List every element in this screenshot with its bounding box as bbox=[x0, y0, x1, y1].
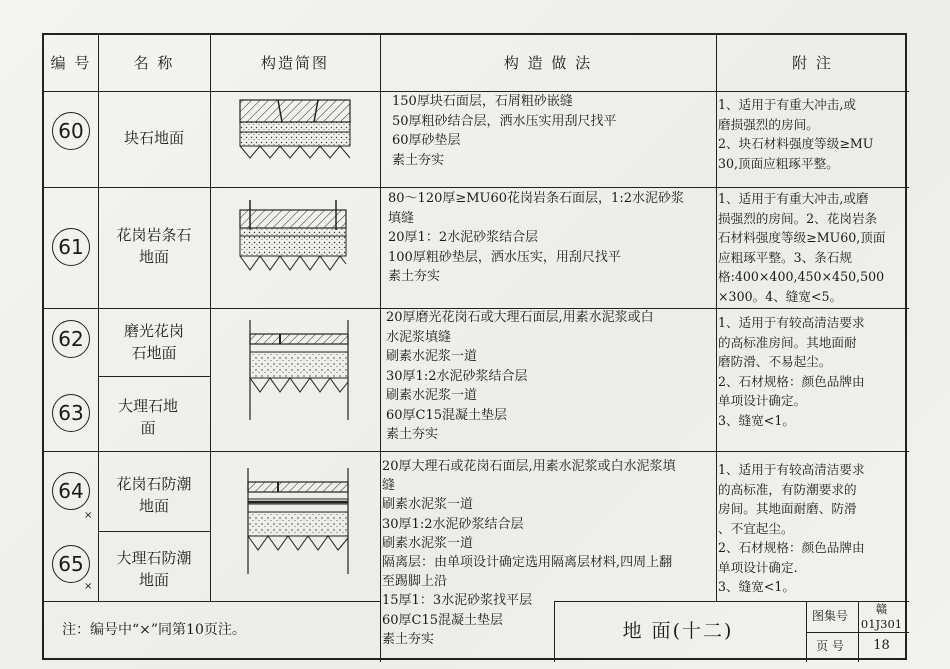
sketch-polished-stone-floor bbox=[236, 320, 360, 420]
item-name-63: 大理石地面 bbox=[118, 397, 179, 437]
row-divider bbox=[98, 376, 210, 377]
item-name-65: 大理石防潮地面 bbox=[116, 549, 192, 589]
item-number-65: 65 bbox=[52, 545, 90, 583]
drawing-title: 地 面(十二) bbox=[622, 620, 734, 642]
header-name: 名 称 bbox=[133, 53, 175, 72]
item-name-61: 花岗岩条石地面 bbox=[116, 226, 192, 266]
method-64-65: 20厚大理石或花岗石面层,用素水泥浆或白水泥浆填 缝 刷素水泥浆一道 30厚1:2水泥砂浆结合层 刷素水泥浆一道 隔离层：由单项设计确定选用隔离层材料,四周上翻 至踢脚上沿 15厚1：3水泥砂浆找平层 60厚C15混凝土垫层 素土夯实 bbox=[382, 459, 676, 647]
cross-mark-64: × bbox=[84, 510, 93, 521]
col-divider bbox=[210, 35, 211, 601]
footer-note: 注：编号中“×”同第10页注。 bbox=[62, 622, 246, 638]
item-name-64: 花岗石防潮地面 bbox=[116, 475, 192, 515]
cross-mark-65: × bbox=[84, 581, 93, 592]
notes-61: 1、适用于有重大冲击,或磨 损强烈的房间。2、花岗岩条 石材料强度等级≥MU60,顶面 应粗琢平整。3、条石规 格:400×400,450×450,500 ×300。4、缝宽<5。 bbox=[718, 191, 886, 304]
item-number-63: 63 bbox=[52, 394, 90, 432]
col-divider bbox=[380, 35, 381, 662]
header-number: 编 号 bbox=[50, 53, 92, 72]
method-62-63: 20厚磨光花岗石或大理石面层,用素水泥浆或白 水泥浆填缝 刷素水泥浆一道 30厚1:2水泥砂浆结合层 刷素水泥浆一道 60厚C15混凝土垫层 素土夯实 bbox=[386, 310, 654, 442]
item-name-60: 块石地面 bbox=[123, 129, 184, 147]
sketch-granite-strip-floor bbox=[228, 196, 358, 288]
item-name-62: 磨光花岗石地面 bbox=[123, 322, 184, 362]
header-method: 构 造 做 法 bbox=[503, 53, 593, 72]
atlas-number: 赣01J301 bbox=[860, 601, 903, 631]
method-60: 150厚块石面层，石屑粗砂嵌缝 50厚粗砂结合层，洒水压实用刮尺找平 60厚砂垫层 素土夯实 bbox=[392, 94, 617, 168]
item-number-64: 64 bbox=[52, 472, 90, 510]
sketch-block-stone-floor bbox=[230, 96, 360, 176]
notes-60: 1、适用于有重大冲击,或 磨损强烈的房间。 2、块石材料强度等级≥MU 30,顶面应粗琢平整。 bbox=[718, 97, 874, 171]
header-notes: 附 注 bbox=[792, 53, 833, 72]
header-sketch: 构造简图 bbox=[260, 53, 329, 72]
page-number: 18 bbox=[873, 637, 890, 653]
page-number-label: 页 号 bbox=[816, 638, 844, 653]
item-number-62: 62 bbox=[52, 320, 90, 358]
notes-62-63: 1、适用于有较高清洁要求 的高标准房间。其地面耐 磨防滑、不易起尘。 2、石材规格：颜色品牌由 单项设计确定。 3、缝宽<1。 bbox=[718, 315, 865, 428]
item-number-61: 61 bbox=[52, 228, 90, 266]
row-divider bbox=[98, 531, 210, 532]
notes-64-65: 1、适用于有较高清洁要求 的高标准，有防潮要求的 房间。其地面耐磨、防滑 、不宜起尘。 2、石材规格：颜色品牌由 单项设计确定. 3、缝宽<1。 bbox=[718, 462, 865, 594]
method-61: 80～120厚≥MU60花岗岩条石面层，1:2水泥砂浆 填缝 20厚1：2水泥砂浆结合层 100厚粗砂垫层，洒水压实，用刮尺找平 素土夯实 bbox=[388, 191, 684, 284]
col-divider bbox=[716, 35, 717, 601]
row-divider bbox=[44, 187, 909, 188]
atlas-number-label: 图集号 bbox=[811, 609, 848, 623]
sketch-moisture-proof-stone-floor bbox=[236, 468, 360, 574]
item-number-60: 60 bbox=[52, 112, 90, 150]
